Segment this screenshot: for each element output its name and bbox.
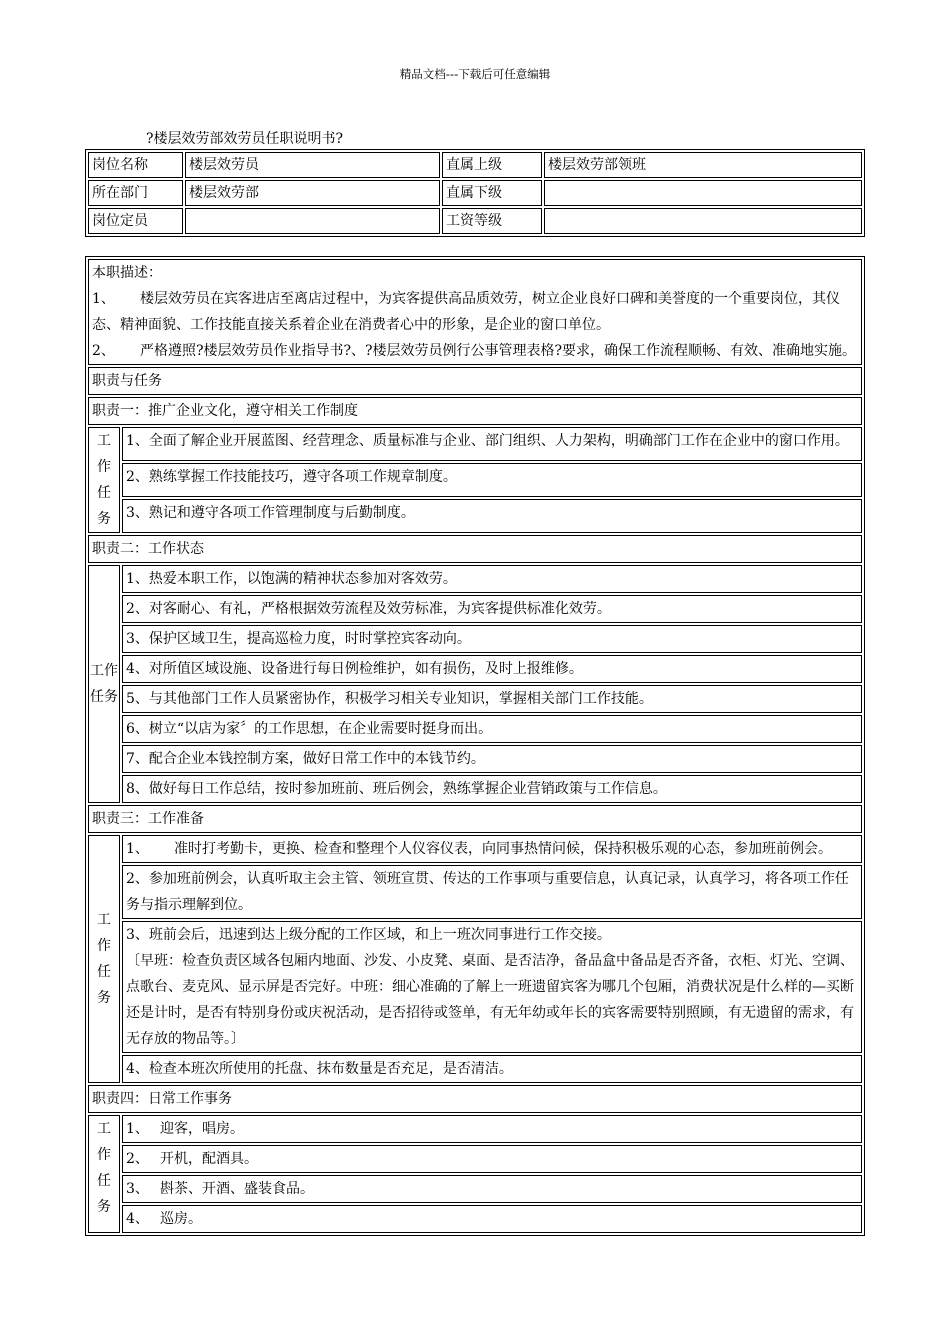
info-cell: 岗位定员	[88, 208, 183, 234]
duties-table	[85, 256, 865, 1236]
duty-4-title-row	[88, 1085, 862, 1113]
info-cell: 直属上级	[442, 152, 542, 178]
info-row-1	[88, 152, 862, 178]
paragraph-number: 1、	[92, 291, 115, 307]
duty-3-title: 职责三：工作准备	[88, 805, 862, 833]
description-cell	[88, 259, 862, 365]
info-cell	[544, 180, 862, 206]
duty-1-task-row	[88, 427, 862, 461]
duty-2-task-row	[88, 715, 862, 743]
duty-1-task: 3、熟记和遵守各项工作管理制度与后勤制度。	[122, 499, 862, 533]
task-number: 1、	[126, 841, 149, 857]
task-text: 巡房。	[160, 1211, 202, 1227]
task-text: 3、班前会后，迅速到达上级分配的工作区域，和上一班次同事进行工作交接。	[126, 927, 611, 943]
page-header: 精品文档---下载后可任意编辑	[399, 67, 551, 81]
task-number: 1、	[126, 1121, 149, 1137]
section-title-row	[88, 367, 862, 395]
duty-2-task: 3、保护区域卫生，提高巡检力度，时时掌控宾客动向。	[122, 625, 862, 653]
duty-2-task: 5、与其他部门工作人员紧密协作，积极学习相关专业知识，掌握相关部门工作技能。	[122, 685, 862, 713]
paragraph-text: 楼层效劳员在宾客进店至离店过程中，为宾客提供高品质效劳，树立企业良好口碑和美誉度的一个重要岗位，其仪态、精神面貌、工作技能直接关系着企业在消费者心中的形象，是企业的窗口单位。	[92, 291, 840, 333]
duty-3-task-row	[88, 921, 862, 1053]
duty-4-task	[122, 1175, 862, 1203]
info-cell: 楼层效劳员	[185, 152, 440, 178]
duty-4-task-row	[88, 1115, 862, 1143]
task-text: 迎客，唱房。	[160, 1121, 244, 1137]
duty-4-task	[122, 1205, 862, 1233]
duty-3-task-row	[88, 835, 862, 863]
duty-2-task-row	[88, 775, 862, 803]
info-row-2	[88, 180, 862, 206]
duty-2-task-row	[88, 595, 862, 623]
description-paragraph-2	[92, 338, 858, 364]
info-cell: 工资等级	[442, 208, 542, 234]
duty-2-title: 职责二：工作状态	[88, 535, 862, 563]
task-side-label: 工作任务	[88, 835, 120, 1083]
duty-2-task: 7、配合企业本钱控制方案，做好日常工作中的本钱节约。	[122, 745, 862, 773]
duty-3-task: 2、参加班前例会，认真听取主会主管、领班宣贯、传达的工作事项与重要信息，认真记录，认真学习，将各项工作任务与指示理解到位。	[122, 865, 862, 919]
duty-4-task	[122, 1115, 862, 1143]
info-cell: 直属下级	[442, 180, 542, 206]
task-number: 2、	[126, 1151, 149, 1167]
duty-2-task: 2、对客耐心、有礼，严格根据效劳流程及效劳标准，为宾客提供标准化效劳。	[122, 595, 862, 623]
info-cell: 所在部门	[88, 180, 183, 206]
duty-3-task	[122, 921, 862, 1053]
duty-1-title-row	[88, 397, 862, 425]
duty-4-task-row	[88, 1175, 862, 1203]
duty-2-task-row	[88, 745, 862, 773]
duty-1-task: 2、熟练掌握工作技能技巧，遵守各项工作规章制度。	[122, 463, 862, 497]
section-title: 职责与任务	[88, 367, 862, 395]
task-side-label: 工作任务	[88, 1115, 120, 1233]
task-text: 准时打考勤卡，更换、检查和整理个人仪容仪表，向同事热情问候，保持积极乐观的心态，参加班前例会。	[174, 841, 832, 857]
description-row	[88, 259, 862, 365]
duty-4-task-row	[88, 1145, 862, 1173]
paragraph-number: 2、	[92, 343, 115, 359]
description-label: 本职描述：	[92, 265, 162, 281]
duty-3-task-row	[88, 1055, 862, 1083]
description-paragraph-1	[92, 286, 858, 338]
duty-2-task-row	[88, 685, 862, 713]
duty-3-title-row	[88, 805, 862, 833]
duty-3-task: 4、检查本班次所使用的托盘、抹布数量是否充足，是否清洁。	[122, 1055, 862, 1083]
duty-3-task-row	[88, 865, 862, 919]
info-cell: 楼层效劳部	[185, 180, 440, 206]
task-text: 斟茶、开酒、盛装食品。	[160, 1181, 314, 1197]
task-text: 开机，配酒具。	[160, 1151, 258, 1167]
duty-2-task-row	[88, 655, 862, 683]
info-cell	[544, 208, 862, 234]
document-title: ?楼层效劳部效劳员任职说明书?	[146, 131, 344, 147]
duty-1-title: 职责一：推广企业文化，遵守相关工作制度	[88, 397, 862, 425]
duty-2-task: 6、树立“以店为家〞的工作思想，在企业需要时挺身而出。	[122, 715, 862, 743]
task-note: 〔早班：检查负责区域各包厢内地面、沙发、小皮凳、桌面、是否洁净，备品盒中备品是否齐备，衣柜、灯光、空调、点歌台、麦克风、显示屏是否完好。中班：细心准确的了解上一班遗留宾客为哪几个包厢，消费状况是什么样的—买断还是计时，是否有特别身份或庆祝活动，是否招待或签单，有无年幼或年长的宾客需要特别照顾，有无遗留的需求，有无存放的物品等。〕	[126, 953, 854, 1047]
task-side-label: 工作任务	[88, 427, 120, 533]
duty-2-task: 8、做好每日工作总结，按时参加班前、班后例会，熟练掌握企业营销政策与工作信息。	[122, 775, 862, 803]
task-number: 3、	[126, 1181, 149, 1197]
duty-2-task-row	[88, 625, 862, 653]
duty-3-task	[122, 835, 862, 863]
duty-4-title: 职责四：日常工作事务	[88, 1085, 862, 1113]
duty-2-task: 4、对所值区域设施、设备进行每日例检维护，如有损伤，及时上报维修。	[122, 655, 862, 683]
task-side-label: 工作任务	[88, 565, 120, 803]
duty-1-task-row	[88, 499, 862, 533]
duty-4-task	[122, 1145, 862, 1173]
paragraph-text: 严格遵照?楼层效劳员作业指导书?、?楼层效劳员例行公事管理表格?要求，确保工作流程顺畅、有效、准确地实施。	[140, 343, 857, 359]
info-cell: 楼层效劳部领班	[544, 152, 862, 178]
duty-2-task-row	[88, 565, 862, 593]
duty-1-task-row	[88, 463, 862, 497]
duty-2-title-row	[88, 535, 862, 563]
info-row-3	[88, 208, 862, 234]
task-number: 4、	[126, 1211, 149, 1227]
duty-4-task-row	[88, 1205, 862, 1233]
duty-1-task: 1、全面了解企业开展蓝图、经营理念、质量标准与企业、部门组织、人力架构，明确部门工作在企业中的窗口作用。	[122, 427, 862, 461]
duty-2-task: 1、热爱本职工作，以饱满的精神状态参加对客效劳。	[122, 565, 862, 593]
info-cell	[185, 208, 440, 234]
info-cell: 岗位名称	[88, 152, 183, 178]
position-info-table	[85, 149, 865, 237]
